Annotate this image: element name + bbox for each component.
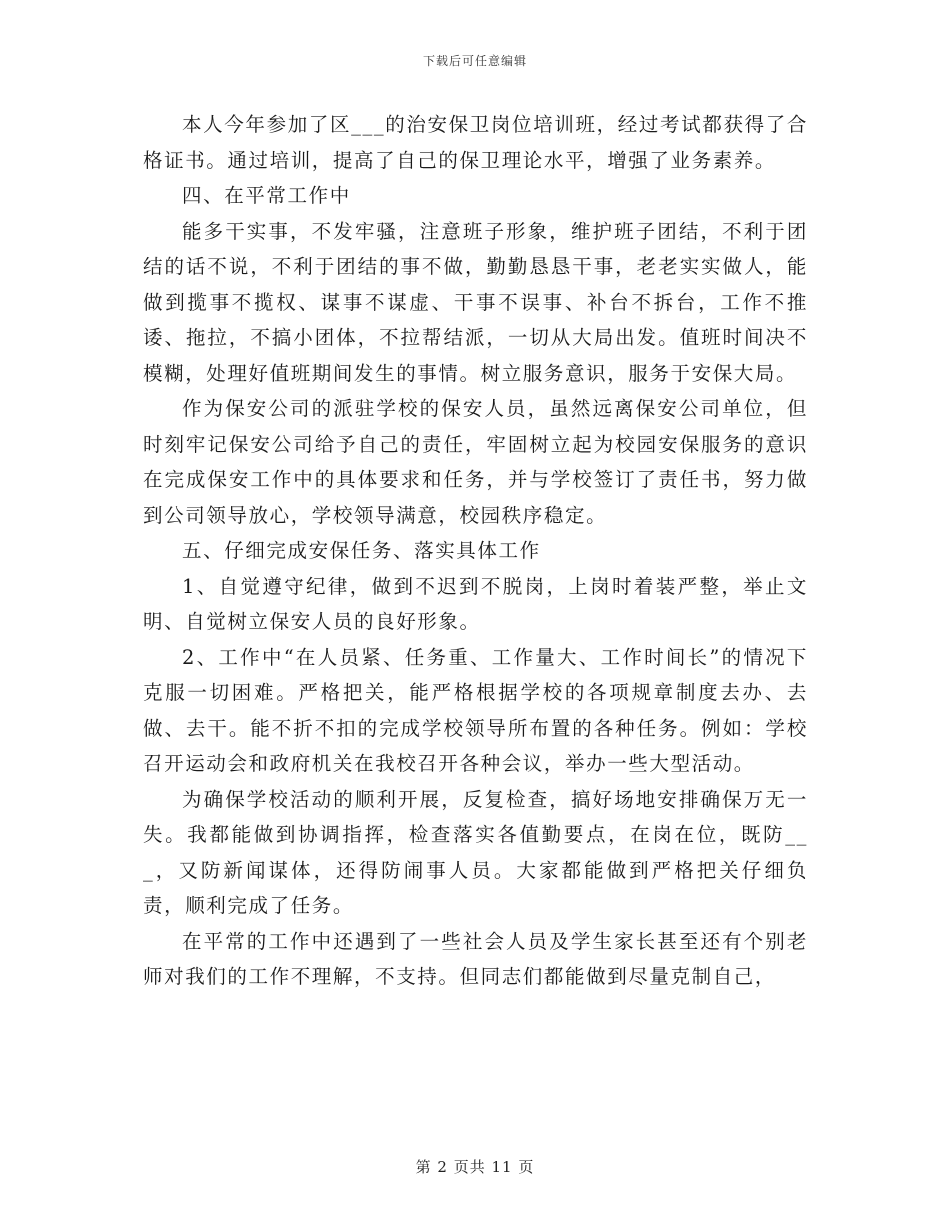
paragraph-events: 为确保学校活动的顺利开展，反复检查，搞好场地安排确保万无一失。我都能做到协调指挥，检查落实各值勤要点，在岗在位，既防___，又防新闻谋体，还得防闹事人员。大家都能做到严格把关仔细负责，顺利完成了任务。 (143, 787, 808, 917)
paragraph-training: 本人今年参加了区___的治安保卫岗位培训班，经过考试都获得了合格证书。通过培训，提高了自己的保卫理论水平，增强了业务素养。 (143, 113, 808, 172)
list-item-1: 1、自觉遵守纪律，做到不迟到不脱岗，上岗时着装严整，举止文明、自觉树立保安人员的良好形象。 (143, 574, 808, 633)
paragraph-daily-work: 在平常的工作中还遇到了一些社会人员及学生家长甚至还有个别老师对我们的工作不理解，不支持。但同志们都能做到尽量克制自己， (143, 929, 808, 988)
paragraph-teamwork: 能多干实事，不发牢骚，注意班子形象，维护班子团结，不利于团结的话不说，不利于团结的事不做，勤勤恳恳干事，老老实实做人，能做到揽事不揽权、谋事不谋虚、干事不误事、补台不拆台，工作不推诿、拖拉，不搞小团体，不拉帮结派，一切从大局出发。值班时间决不模糊，处理好值班期间发生的事情。树立服务意识，服务于安保大局。 (143, 219, 808, 385)
section-heading-four: 四、在平常工作中 (182, 184, 351, 207)
page-header: 下载后可任意编辑 (422, 54, 527, 68)
section-heading-five: 五、仔细完成安保任务、落实具体工作 (182, 539, 541, 562)
document-body (143, 107, 808, 995)
list-item-2: 2、工作中“在人员紧、任务重、工作量大、工作时间长”的情况下克服一切困难。严格把关，能严格根据学校的各项规章制度去办、去做、去干。能不折不扣的完成学校领导所布置的各种任务。例如：学校召开运动会和政府机关在我校召开各种会议，举办一些大型活动。 (143, 645, 808, 775)
page-footer: 第 2 页共 11 页 (415, 1158, 535, 1176)
paragraph-security-staff: 作为保安公司的派驻学校的保安人员，虽然远离保安公司单位，但时刻牢记保安公司给予自己的责任，牢固树立起为校园安保服务的意识在完成保安工作中的具体要求和任务，并与学校签订了责任书，努力做到公司领导放心，学校领导满意，校园秩序稳定。 (143, 397, 808, 527)
